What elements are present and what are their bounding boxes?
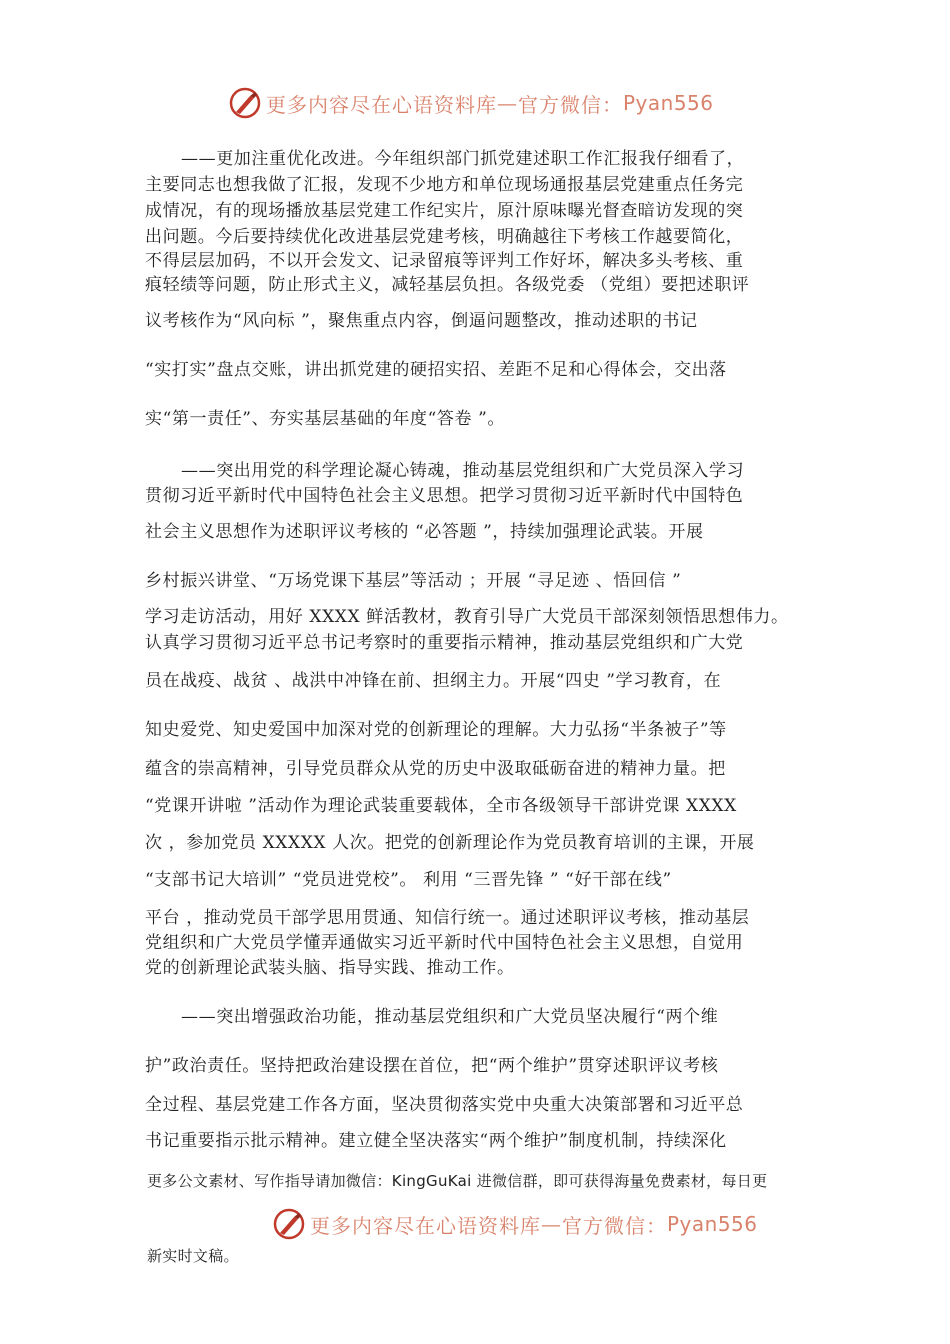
watermark-footer <box>272 1207 758 1241</box>
watermark-wechat-id: Pyan556 <box>623 91 714 115</box>
paragraph-2-line: ——突出用党的科学理论凝心铸魂，推动基层党组织和广大党员深入学习 <box>181 461 745 481</box>
paragraph-2-line: 党组织和广大党员学懂弄通做实习近平新时代中国特色社会主义思想，自觉用 <box>145 933 744 953</box>
paragraph-2-line: 员在战疫、战贫 、战洪中冲锋在前、担纲主力。开展“四史 ”学习教育，在 <box>145 671 722 691</box>
watermark-separator: — <box>497 91 518 115</box>
paragraph-3-line: 全过程、基层党建工作各方面，坚决贯彻落实党中央重大决策部署和习近平总 <box>145 1095 744 1115</box>
footer-note-line-1: 更多公文素材、写作指导请加微信：KingGuKai 进微信群，即可获得海量免费素材，每日更 <box>147 1172 768 1190</box>
paragraph-2-line: 蕴含的崇高精神，引导党员群众从党的历史中汲取砥砺奋进的精神力量。把 <box>145 759 726 779</box>
paragraph-1-line: 不得层层加码，不以开会发文、记录留痕等评判工作好坏，解决多头考核、重 <box>145 251 744 271</box>
watermark-official: 官方微信： <box>518 92 623 117</box>
paragraph-1-line: 议考核作为“风向标 ”，聚焦重点内容，倒逼问题整改，推动述职的书记 <box>145 311 698 331</box>
pen-nib-logo-icon <box>228 86 262 120</box>
paragraph-1-line: 实“第一责任”、夯实基层基础的年度“答卷 ”。 <box>145 409 505 429</box>
watermark-brand: 更多内容尽在心语资料库 <box>266 92 497 117</box>
paragraph-1-line: ——更加注重优化改进。今年组织部门抓党建述职工作汇报我仔细看了， <box>181 149 745 169</box>
paragraph-2-line: “党课开讲啦 ”活动作为理论武装重要载体，全市各级领导干部讲党课 XXXX <box>145 796 737 816</box>
paragraph-3-line: ——突出增强政治功能，推动基层党组织和广大党员坚决履行“两个维 <box>181 1007 719 1027</box>
paragraph-1-line: 主要同志也想我做了汇报，发现不少地方和单位现场通报基层党建重点任务完 <box>145 175 744 195</box>
paragraph-2-line: 知史爱党、知史爱国中加深对党的创新理论的理解。大力弘扬“半条被子”等 <box>145 720 727 740</box>
paragraph-2-line: 次 ，参加党员 XXXXX 人次。把党的创新理论作为党员教育培训的主课，开展 <box>145 833 755 853</box>
watermark-wechat-id: Pyan556 <box>667 1212 758 1236</box>
paragraph-2-line: 认真学习贯彻习近平总书记考察时的重要指示精神，推动基层党组织和广大党 <box>145 633 744 653</box>
paragraph-3-line: 书记重要指示批示精神。建立健全坚决落实“两个维护”制度机制，持续深化 <box>145 1131 727 1151</box>
paragraph-1-line: 痕轻绩等问题，防止形式主义，减轻基层负担。各级党委 （党组）要把述职评 <box>145 275 750 295</box>
paragraph-2-line: 乡村振兴讲堂、“万场党课下基层”等活动 ；开展 “寻足迹 、悟回信 ” <box>145 571 682 591</box>
paragraph-1-line: 出问题。今后要持续优化改进基层党建考核，明确越往下考核工作越要简化， <box>145 227 744 247</box>
paragraph-2-line: 学习走访活动，用好 XXXX 鲜活教材，教育引导广大党员干部深刻领悟思想伟力。 <box>145 607 789 627</box>
paragraph-2-line: 贯彻习近平新时代中国特色社会主义思想。把学习贯彻习近平新时代中国特色 <box>145 486 744 506</box>
paragraph-1-line: 成情况，有的现场播放基层党建工作纪实片，原汁原味曝光督查暗访发现的突 <box>145 201 744 221</box>
watermark-header <box>228 86 714 120</box>
watermark-official: 官方微信： <box>562 1213 667 1238</box>
paragraph-2-line: 平台 ，推动党员干部学思用贯通、知信行统一。通过述职评议考核，推动基层 <box>145 908 750 928</box>
paragraph-1-line: “实打实”盘点交账，讲出抓党建的硬招实招、差距不足和心得体会，交出落 <box>145 360 727 380</box>
paragraph-2-line: 社会主义思想作为述职评议考核的 “必答题 ”，持续加强理论武装。开展 <box>145 522 704 542</box>
pen-nib-logo-icon <box>272 1207 306 1241</box>
watermark-separator: — <box>541 1212 562 1236</box>
paragraph-3-line: 护”政治责任。坚持把政治建设摆在首位，把“两个维护”贯穿述职评议考核 <box>145 1056 719 1076</box>
watermark-brand: 更多内容尽在心语资料库 <box>310 1213 541 1238</box>
footer-note-line-2: 新实时文稿。 <box>147 1247 239 1265</box>
paragraph-2-line: “支部书记大培训” “党员进党校”。 利用 “三晋先锋 ” “好干部在线” <box>145 870 672 890</box>
paragraph-2-line: 党的创新理论武装头脑、指导实践、推动工作。 <box>145 958 515 978</box>
